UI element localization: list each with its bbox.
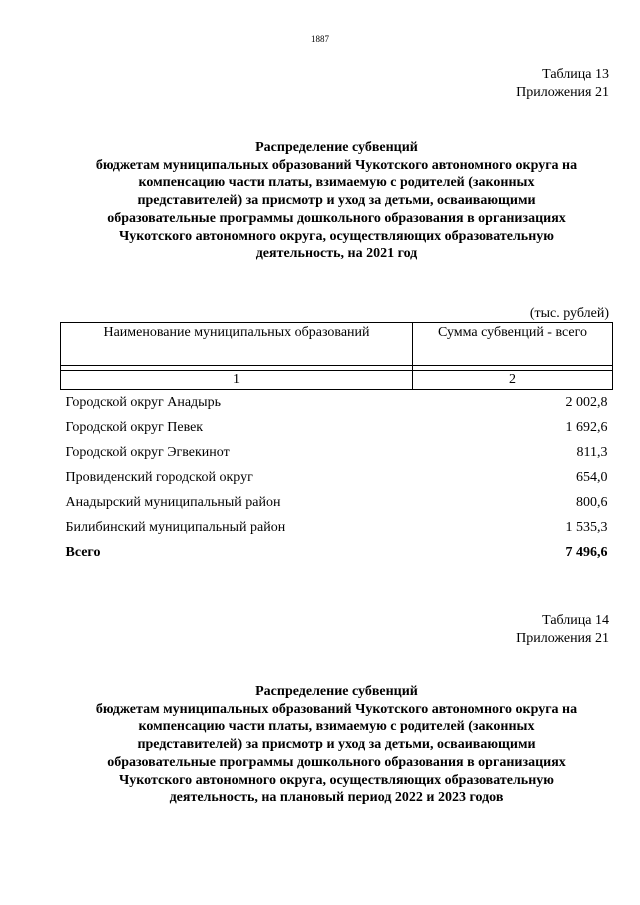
table13-title-line: Распределение субвенций xyxy=(255,140,418,155)
table13-title-line: образовательные программы дошкольного образования в организациях xyxy=(107,210,566,226)
table13-title-line: бюджетам муниципальных образований Чукотского автономного округа на xyxy=(95,157,578,173)
table-row xyxy=(61,440,613,465)
table-row xyxy=(61,415,613,440)
table13-title-line: компенсацию части платы, взимаемую с родителей (законных xyxy=(138,175,535,191)
subvention-amount: 811,3 xyxy=(576,444,608,460)
subvention-table-2021 xyxy=(60,322,613,565)
index-cell: 2 xyxy=(413,371,613,390)
table-row xyxy=(61,465,613,490)
table14-title-line: Распределение субвенций xyxy=(255,684,418,699)
subvention-amount: 1 535,3 xyxy=(565,519,608,535)
subvention-amount: 800,6 xyxy=(576,494,608,510)
table-header-row xyxy=(61,323,613,366)
header-amount: Сумма субвенций - всего xyxy=(413,323,613,366)
table13-title-line: Чукотского автономного округа, осуществляющих образовательную xyxy=(119,228,554,244)
table14-ref-line2: Приложения 21 xyxy=(516,631,609,646)
table-total-row xyxy=(61,540,613,565)
total-label: Всего xyxy=(65,544,101,560)
municipality-name: Билибинский муниципальный район xyxy=(65,519,286,535)
municipality-name: Городской округ Анадырь xyxy=(65,394,221,410)
header-municipality: Наименование муниципальных образований xyxy=(61,323,413,366)
table13-reference xyxy=(516,66,609,102)
municipality-name: Городской округ Эгвекинот xyxy=(65,444,230,460)
table13-title-line: деятельность, на 2021 год xyxy=(255,246,418,262)
table-row xyxy=(61,515,613,540)
table14-title xyxy=(60,683,613,807)
table14-title-line: Чукотского автономного округа, осуществляющих образовательную xyxy=(119,772,554,788)
municipality-name: Анадырский муниципальный район xyxy=(65,494,281,510)
municipality-name: Провиденский городской округ xyxy=(65,469,253,485)
subvention-amount: 2 002,8 xyxy=(565,394,608,410)
table13-title-line: представителей) за присмотр и уход за детьми, осваивающими xyxy=(137,193,536,209)
table-row xyxy=(61,490,613,515)
table14-title-line: бюджетам муниципальных образований Чукотского автономного округа на xyxy=(95,701,578,717)
table13-ref-line2: Приложения 21 xyxy=(516,85,609,100)
table14-title-line: компенсацию части платы, взимаемую с родителей (законных xyxy=(138,719,535,735)
table14-reference xyxy=(516,612,609,648)
table13-title xyxy=(60,139,613,263)
table-index-row xyxy=(61,371,613,390)
table14-ref-line1: Таблица 14 xyxy=(542,613,609,628)
units-label: (тыс. рублей) xyxy=(529,306,609,321)
table-row xyxy=(61,390,613,416)
subvention-amount: 654,0 xyxy=(576,469,608,485)
index-cell: 1 xyxy=(61,371,413,390)
table14-title-line: деятельность, на плановый период 2022 и 2023 годов xyxy=(169,790,504,806)
subvention-amount: 1 692,6 xyxy=(565,419,608,435)
municipality-name: Городской округ Певек xyxy=(65,419,204,435)
table14-title-line: представителей) за присмотр и уход за детьми, осваивающими xyxy=(137,737,536,753)
total-amount: 7 496,6 xyxy=(565,544,608,560)
table14-title-line: образовательные программы дошкольного образования в организациях xyxy=(107,754,566,770)
page-number: 1887 xyxy=(311,34,329,44)
table13-ref-line1: Таблица 13 xyxy=(542,67,609,82)
